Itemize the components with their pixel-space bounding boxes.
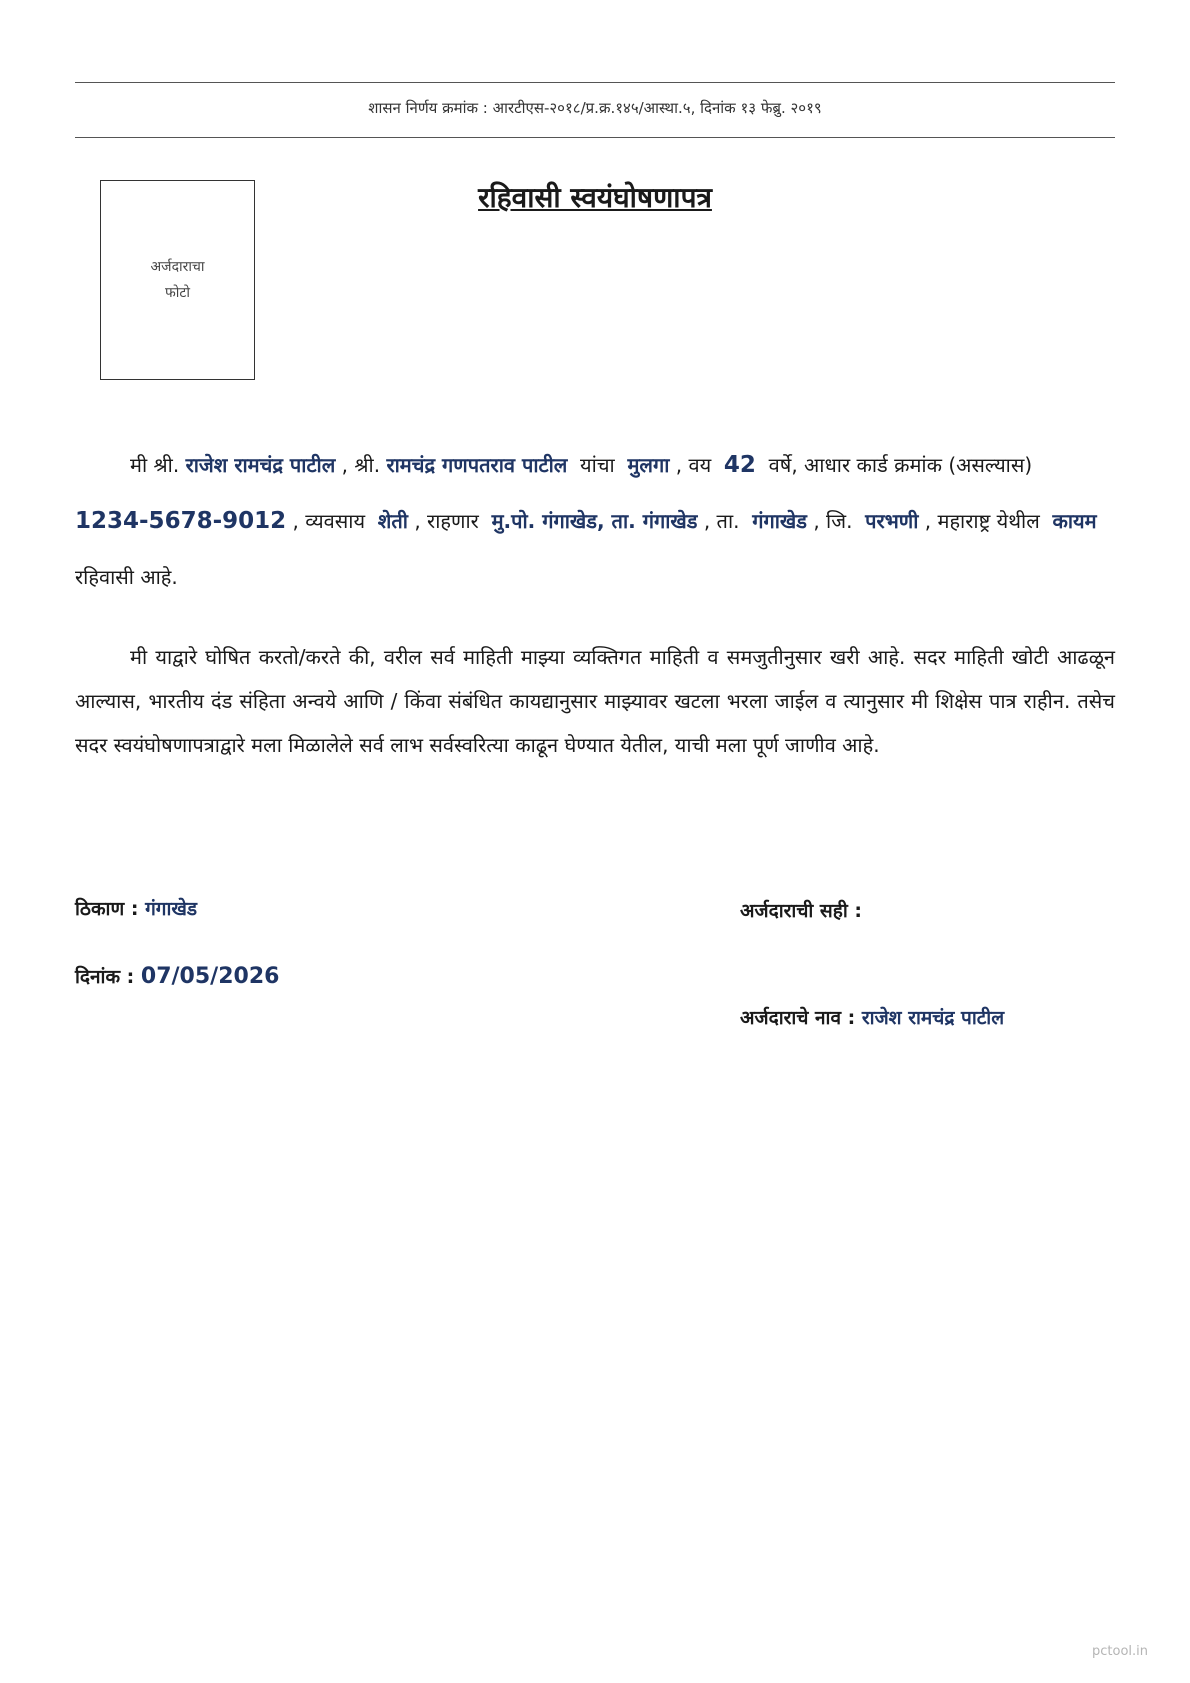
gr-reference-line: शासन निर्णय क्रमांक : आरटीएस-२०१८/प्र.क्र.१४५/आस्था.५, दिनांक १३ फेब्रु. २०१९ (368, 99, 822, 117)
occupation-value: शेती (377, 509, 408, 533)
photo-box-label: अर्जदाराचा फोटो (150, 259, 205, 301)
date-value: 07/05/2026 (140, 964, 280, 989)
signature-field (740, 897, 862, 923)
text-ta: , ता. (703, 509, 740, 533)
address-value: मु.पो. गंगाखेड, ता. गंगाखेड (491, 509, 698, 533)
residence-type-value: कायम (1052, 509, 1097, 533)
declaration-paragraph (75, 437, 1115, 605)
applicant-photo-box (100, 180, 255, 380)
age-value: 42 (723, 452, 756, 478)
place-label: ठिकाण : (75, 898, 139, 920)
affirmation-paragraph: मी याद्वारे घोषित करतो/करते की, वरील सर्व माहिती माझ्या व्यक्तिगत माहिती व समजुतीनुसार खरी आहे. सदर माहिती खोटी आढळून आल्यास, भारतीय दंड संहिता अन्वये आणि / किंवा संबंधित कायद्यानुसार माझ्यावर खटला भरला जाईल व त्यानुसार मी शिक्षेस पात्र राहीन. तसेच सदर स्वयंघोषणापत्राद्वारे मला मिळालेले सर्व लाभ सर्वस्वरित्या काढून घेण्यात येतील, याची मला पूर्ण जाणीव आहे. (75, 645, 1115, 757)
aadhaar-value: 1234-5678-9012 (75, 508, 287, 534)
applicant-name-label: अर्जदाराचे नाव : (740, 1007, 856, 1029)
text-mi-shri: मी श्री. (130, 453, 180, 477)
document-title: रहिवासी स्वयंघोषणापत्र (478, 181, 712, 214)
applicant-name-value: राजेश रामचंद्र पाटील (185, 453, 336, 477)
text-varshe: वर्षे, आधार कार्ड क्रमांक (असल्यास) (768, 453, 1033, 477)
father-name-value: रामचंद्र गणपतराव पाटील (386, 453, 568, 477)
signature-label: अर्जदाराची सही : (740, 900, 862, 922)
text-comma: , (813, 509, 820, 533)
text-rahivasi: रहिवासी आहे. (75, 565, 178, 589)
relation-value: मुलगा (627, 453, 670, 477)
date-field (75, 963, 279, 989)
header-bottom-rule (75, 137, 1115, 138)
date-label: दिनांक : (75, 966, 135, 988)
text-rahnar: , राहणार (414, 509, 479, 533)
applicant-name-field (740, 1004, 1004, 1030)
watermark: pctool.in (1092, 1644, 1148, 1659)
text-yancha: यांचा (580, 453, 615, 477)
place-field (75, 895, 197, 921)
applicant-name-footer-value: राजेश रामचंद्र पाटील (861, 1007, 1005, 1029)
header-top-rule (75, 82, 1115, 83)
place-value: गंगाखेड (145, 898, 198, 920)
text-vyavsay: , व्यवसाय (292, 509, 366, 533)
district-value: परभणी (865, 509, 919, 533)
text-comma-shri: , श्री. (341, 453, 381, 477)
text-maharashtra: , महाराष्ट्र येथील (924, 509, 1040, 533)
text-ji: जि. (826, 509, 853, 533)
text-vay: , वय (675, 453, 712, 477)
taluka-value: गंगाखेड (752, 509, 807, 533)
